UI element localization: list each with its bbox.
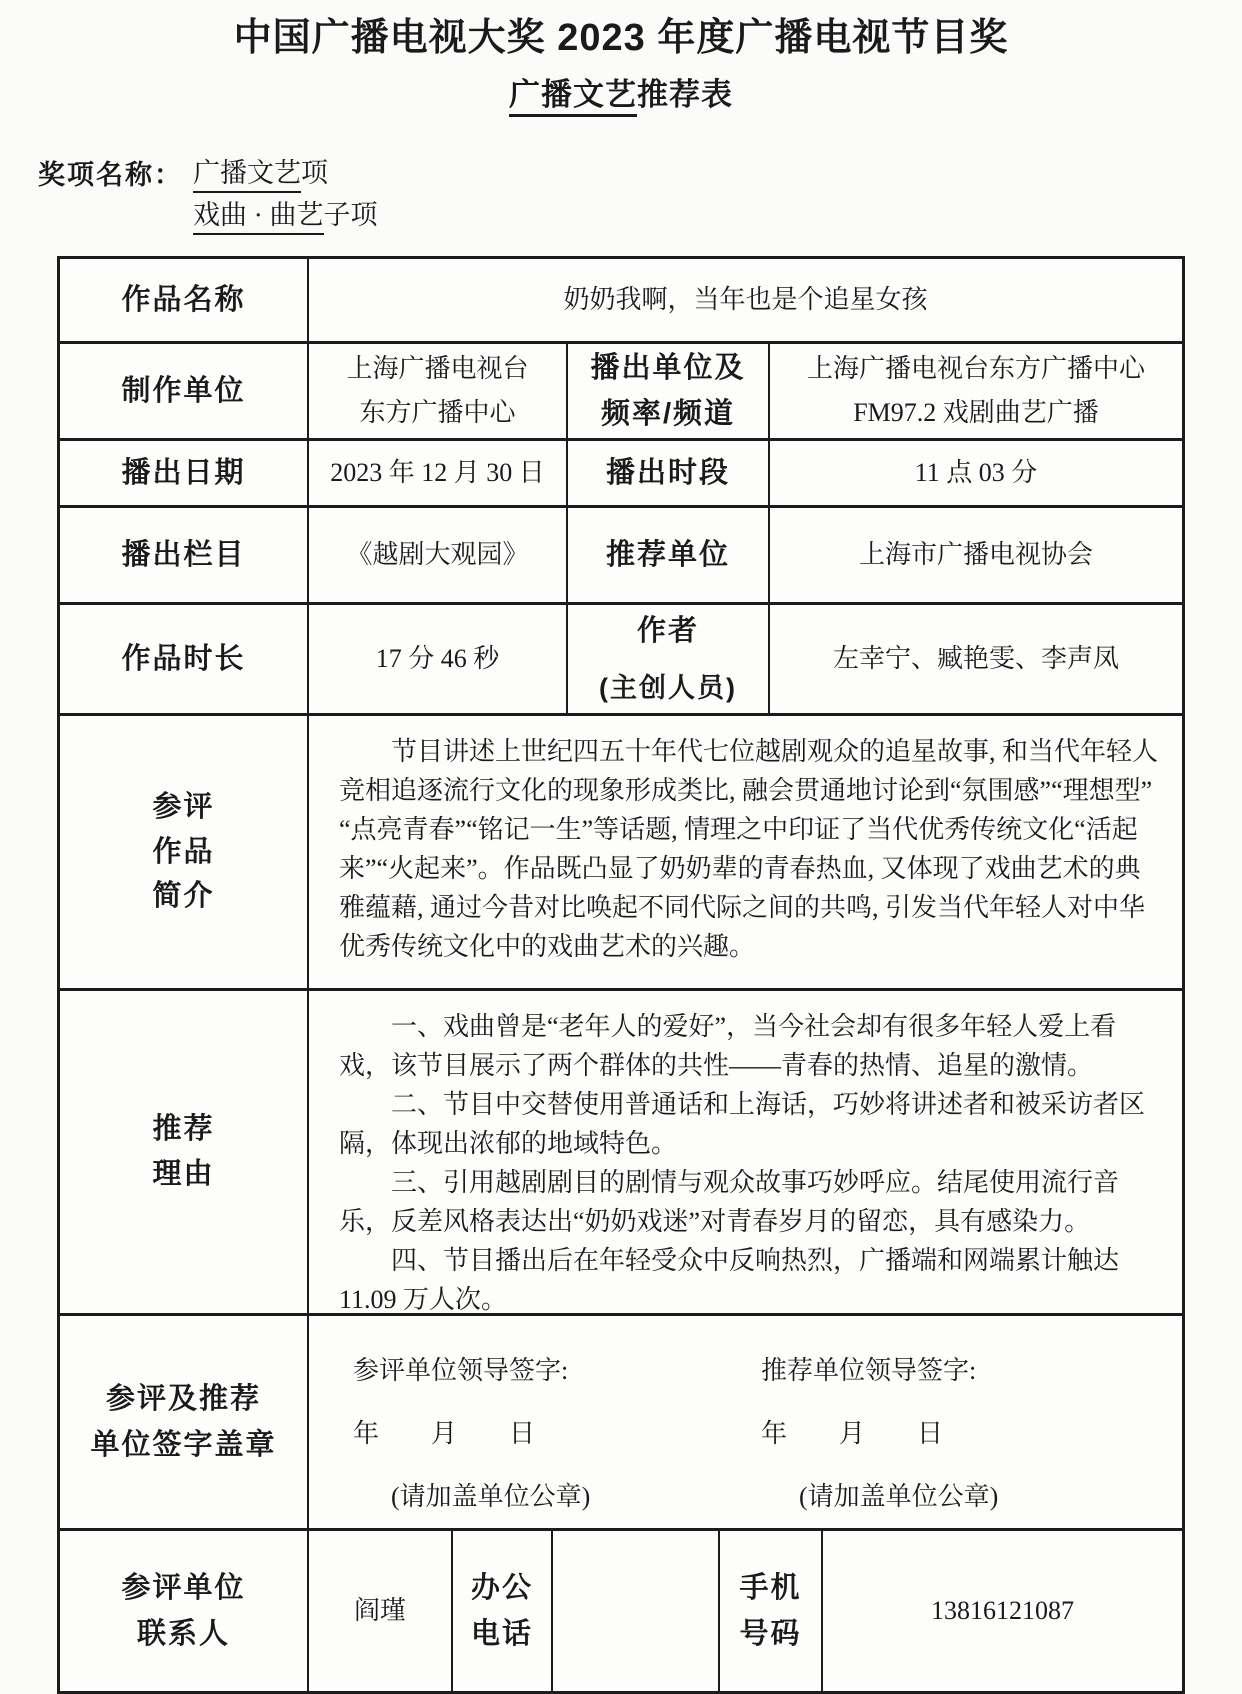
reasons-label — [60, 991, 307, 1313]
reason-item-1: 一、戏曲曾是“老年人的爱好”，当今社会却有很多年轻人爱上看戏，该节目展示了两个群体的共性——青春的热情、追星的激情。 — [339, 1012, 1117, 1080]
signature-left-column — [353, 1350, 761, 1539]
contact-label — [60, 1531, 307, 1691]
air-date-value: 2023 年 12 月 30 日 — [307, 441, 566, 505]
award-line2-rest: 子项 — [323, 200, 378, 230]
table-row-program — [60, 505, 1182, 602]
program-value: 《越剧大观园》 — [307, 508, 566, 602]
broadcaster-label-line2: 频率/频道 — [600, 398, 736, 430]
contact-label-line2: 联系人 — [136, 1618, 230, 1650]
award-name-values — [193, 160, 378, 244]
duration-value: 17 分 46 秒 — [307, 605, 566, 713]
producer-label: 制作单位 — [121, 374, 246, 407]
recommender-value: 上海市广播电视协会 — [768, 508, 1182, 602]
summary-label-line3: 简介 — [152, 880, 215, 913]
right-seal-note: (请加盖单位公章) — [799, 1482, 999, 1511]
table-row-contact — [60, 1528, 1182, 1691]
left-sign-label: 参评单位领导签字: — [353, 1356, 569, 1385]
broadcaster-label-line1: 播出单位及 — [590, 352, 746, 384]
table-row-producer — [60, 341, 1182, 438]
summary-text: 节目讲述上世纪四五十年代七位越剧观众的追星故事, 和当代年轻人竞相追逐流行文化的现象形成类比, 融会贯通地讨论到“氛围感”“理想型”“点亮青春”“铭记一生”等话题, 情理之中印证了当代优秀传统文化“活起来”“火起来”。作品既凸显了奶奶辈的青春热血, 又体现了戏曲艺术的典雅蕴藉, 通过今昔对比唤起不同代际之间的共鸣, 引发当代年轻人对中华优秀传统文化中的戏曲艺术的兴趣。 — [339, 737, 1159, 961]
reasons-label-line2: 理由 — [152, 1158, 215, 1190]
producer-value-line2: 东方广播中心 — [359, 398, 516, 427]
authors-label-line1: 作者 — [636, 614, 699, 647]
producer-value — [307, 344, 566, 438]
award-line1-underlined: 广播文艺 — [193, 158, 301, 193]
left-seal-note: (请加盖单位公章) — [391, 1482, 591, 1511]
broadcaster-label — [566, 344, 768, 438]
reason-item-2: 二、节目中交替使用普通话和上海话，巧妙将讲述者和被采访者区隔，体现出浓郁的地域特色。 — [339, 1090, 1146, 1158]
summary-text-cell — [307, 716, 1182, 988]
page-subtitle — [0, 69, 1242, 114]
signature-label — [60, 1316, 307, 1528]
air-date-label: 播出日期 — [121, 456, 246, 489]
signature-label-line2: 单位签字盖章 — [90, 1429, 277, 1461]
authors-value: 左幸宁、臧艳雯、李声凤 — [768, 605, 1182, 713]
office-phone-label-line1: 办公 — [470, 1572, 533, 1604]
award-name-label: 奖项名称： — [38, 160, 183, 190]
table-row-air-date — [60, 438, 1182, 505]
table-row-summary — [60, 713, 1182, 988]
summary-label-line1: 参评 — [152, 790, 215, 823]
contact-label-line1: 参评单位 — [121, 1572, 246, 1604]
page-subtitle-underlined: 广播文艺 — [509, 77, 637, 117]
award-name-block — [38, 160, 1242, 244]
reasons-label-line1: 推荐 — [152, 1113, 215, 1146]
signature-content-cell — [307, 1316, 1182, 1528]
page-title: 中国广播电视大奖 2023 年度广播电视节目奖 — [233, 17, 1009, 59]
award-name-line2 — [193, 202, 378, 229]
broadcaster-value-line1: 上海广播电视台东方广播中心 — [806, 354, 1145, 383]
right-sign-label: 推荐单位领导签字: — [761, 1356, 977, 1385]
air-time-label: 播出时段 — [566, 441, 768, 505]
left-date-line: 年 月 日 — [353, 1419, 536, 1448]
reason-item-4: 四、节目播出后在年轻受众中反响热烈，广播端和网端累计触达11.09 万人次。 — [339, 1246, 1120, 1314]
mobile-phone-label — [718, 1531, 821, 1691]
authors-label-line2: (主创人员) — [599, 672, 737, 703]
work-title-label: 作品名称 — [121, 283, 246, 316]
producer-value-line1: 上海广播电视台 — [346, 354, 529, 383]
mobile-phone-label-line2: 号码 — [739, 1618, 802, 1650]
mobile-phone-value: 13816121087 — [821, 1531, 1182, 1691]
page-subtitle-rest: 推荐表 — [637, 77, 733, 112]
broadcaster-value-line2: FM97.2 戏剧曲艺广播 — [853, 398, 1099, 427]
table-row-reasons — [60, 988, 1182, 1313]
authors-label — [566, 605, 768, 713]
office-phone-label-line2: 电话 — [470, 1618, 533, 1650]
air-time-value: 11 点 03 分 — [768, 441, 1182, 505]
table-row-work-title — [60, 259, 1182, 341]
award-line2-underlined: 戏曲 · 曲艺 — [193, 200, 324, 235]
summary-label-line2: 作品 — [152, 835, 215, 868]
contact-name-value: 阎瑾 — [307, 1531, 451, 1691]
table-row-duration-authors — [60, 602, 1182, 713]
office-phone-label — [451, 1531, 551, 1691]
reason-item-3: 三、引用越剧剧目的剧情与观众故事巧妙呼应。结尾使用流行音乐，反差风格表达出“奶奶戏迷”对青春岁月的留恋，具有感染力。 — [339, 1168, 1120, 1236]
broadcaster-value — [768, 344, 1182, 438]
award-name-line1 — [193, 160, 378, 187]
signature-right-column — [761, 1350, 1169, 1539]
office-phone-value — [551, 1531, 718, 1691]
recommendation-table — [57, 256, 1185, 1694]
reasons-text-cell — [307, 991, 1182, 1313]
work-title-value: 奶奶我啊，当年也是个追星女孩 — [307, 259, 1182, 341]
mobile-phone-label-line1: 手机 — [739, 1572, 802, 1604]
recommender-label: 推荐单位 — [566, 508, 768, 602]
award-line1-rest: 项 — [301, 158, 328, 188]
summary-label — [60, 716, 307, 988]
signature-label-line1: 参评及推荐 — [105, 1383, 261, 1415]
program-label: 播出栏目 — [121, 538, 246, 571]
right-date-line: 年 月 日 — [761, 1419, 944, 1448]
duration-label: 作品时长 — [121, 642, 246, 675]
table-row-signature — [60, 1313, 1182, 1528]
